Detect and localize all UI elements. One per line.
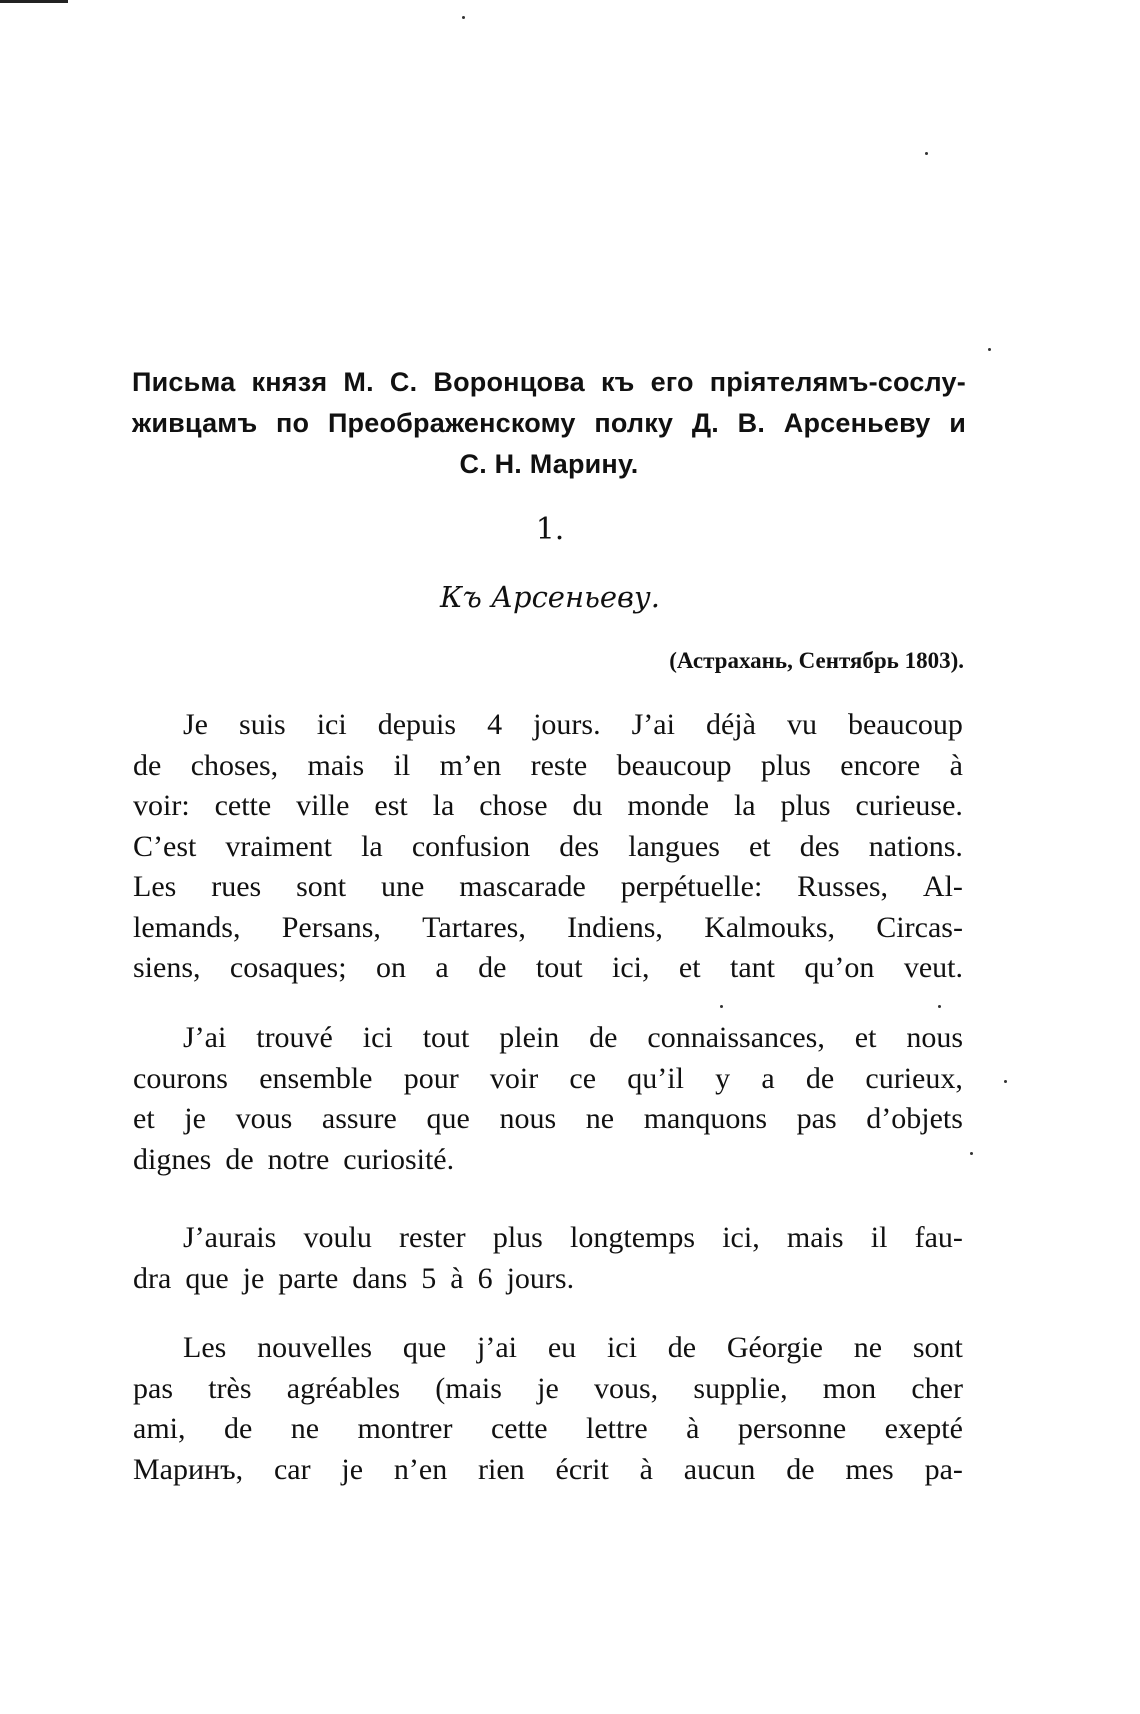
word: nouvelles — [257, 1331, 373, 1364]
print-speck — [938, 1005, 941, 1008]
word: depuis — [377, 708, 457, 741]
word: encore — [840, 748, 921, 782]
text-line — [133, 1099, 963, 1140]
paragraph — [133, 1328, 963, 1490]
word: cette — [490, 1412, 548, 1445]
word: ne — [853, 1331, 883, 1364]
word: Les — [133, 870, 177, 903]
word: fau- — [914, 1221, 963, 1254]
print-speck — [720, 1005, 723, 1008]
word: mon — [822, 1371, 877, 1405]
word: parte — [278, 1261, 339, 1295]
word: curieux, — [865, 1061, 963, 1095]
word: langues — [628, 829, 720, 863]
word: jours. — [533, 708, 601, 741]
word: dra — [133, 1261, 172, 1295]
word: vu — [786, 708, 817, 741]
word: vous — [235, 1102, 293, 1135]
print-speck — [970, 1152, 973, 1155]
word: à — [949, 748, 963, 782]
word: ici — [606, 1331, 637, 1364]
word: est — [374, 789, 408, 822]
text-line — [133, 1140, 963, 1181]
word: des — [559, 829, 600, 863]
heading-line — [132, 403, 966, 444]
word: voulu — [303, 1221, 372, 1254]
word: ici, — [612, 951, 650, 984]
word: plus — [492, 1221, 543, 1254]
print-speck — [925, 152, 928, 155]
word: J’ai — [183, 1021, 227, 1054]
word: qu’on — [804, 951, 875, 984]
heading-word: Преображенскому — [327, 408, 576, 438]
word: monde — [627, 789, 710, 822]
word: de — [223, 1412, 253, 1445]
word: exepté — [884, 1412, 963, 1445]
word: Circas- — [876, 910, 963, 944]
word: pa- — [924, 1452, 963, 1486]
text-line — [133, 948, 963, 989]
word: ami, — [133, 1412, 186, 1445]
word: rester — [399, 1221, 466, 1254]
paragraph — [133, 1218, 963, 1299]
heading-line — [132, 444, 966, 485]
text-line — [133, 1450, 963, 1491]
word: Маринъ, — [133, 1452, 244, 1486]
word: J’ai — [631, 708, 675, 741]
word: de — [133, 748, 162, 782]
text-line — [133, 1369, 963, 1410]
word: du — [572, 789, 603, 822]
heading-word: Воронцова — [433, 367, 585, 397]
word: Indiens, — [567, 910, 663, 944]
word: aucun — [683, 1452, 756, 1486]
word: une — [381, 870, 425, 903]
word: à — [639, 1452, 653, 1486]
word: courons — [133, 1061, 228, 1095]
word: la — [432, 789, 455, 822]
word: et — [748, 829, 771, 863]
word: cette — [214, 789, 272, 822]
word: nous — [499, 1102, 557, 1135]
text-line — [133, 786, 963, 827]
word: suis — [239, 708, 286, 741]
print-speck — [1004, 1080, 1007, 1083]
word: et — [133, 1102, 155, 1135]
text-line — [133, 827, 963, 868]
word: m’en — [439, 748, 502, 782]
heading-word: Арсеньеву — [783, 408, 931, 438]
word: chose — [479, 789, 548, 822]
word: sont — [912, 1331, 963, 1364]
word: J’aurais — [183, 1221, 277, 1254]
word: et — [678, 951, 701, 984]
word: notre — [267, 1142, 330, 1176]
word: montrer — [357, 1412, 453, 1445]
word: nations. — [868, 829, 963, 863]
word: cosaques; — [229, 951, 347, 984]
text-line — [133, 1259, 963, 1300]
word: manquons — [643, 1102, 768, 1135]
word: de — [225, 1142, 254, 1176]
word: Tartares, — [422, 910, 526, 944]
word: 6 — [477, 1261, 493, 1295]
word: j’ai — [477, 1331, 518, 1364]
word: la — [733, 789, 756, 822]
word: tout — [535, 951, 583, 984]
text-line — [133, 705, 963, 746]
word: eu — [547, 1331, 577, 1364]
word: trouvé — [256, 1021, 333, 1054]
word: C’est — [133, 829, 197, 863]
word: veut. — [903, 951, 963, 984]
word: longtemps — [570, 1221, 696, 1254]
word: tant — [730, 951, 775, 984]
word: de — [589, 1021, 618, 1054]
word: que — [426, 1102, 470, 1135]
word: ensemble — [259, 1061, 373, 1095]
word: plein — [499, 1021, 560, 1054]
word: beaucoup — [616, 748, 732, 782]
heading-word: къ — [600, 367, 635, 397]
word: a — [761, 1061, 775, 1095]
word: à — [686, 1412, 700, 1445]
word: de — [478, 951, 507, 984]
text-line — [133, 1018, 963, 1059]
word: ici, — [722, 1221, 760, 1254]
word: sont — [296, 870, 347, 903]
word: plus — [760, 748, 811, 782]
word: ici — [362, 1021, 393, 1054]
word: que — [185, 1261, 229, 1295]
word: supplie, — [693, 1371, 788, 1405]
word: ville — [296, 789, 350, 822]
word: reste — [530, 748, 588, 782]
text-line — [133, 1059, 963, 1100]
paragraph — [133, 1018, 963, 1180]
heading-word: и — [949, 408, 966, 438]
word: (mais — [435, 1371, 502, 1405]
word: à — [450, 1261, 464, 1295]
word: de — [786, 1452, 815, 1486]
word: jours. — [506, 1261, 575, 1295]
word: plus — [780, 789, 831, 822]
word: qu’il — [627, 1061, 684, 1095]
word: 4 — [487, 708, 503, 741]
heading-word: князя — [251, 367, 328, 397]
word: il — [870, 1221, 888, 1254]
chapter-heading — [132, 362, 966, 485]
word: dans — [352, 1261, 408, 1295]
word: je — [537, 1371, 559, 1405]
word: dignes — [133, 1142, 212, 1176]
word: mes — [845, 1452, 894, 1486]
word: mais — [307, 748, 365, 782]
word: agréables — [286, 1371, 401, 1405]
word: ici — [316, 708, 347, 741]
print-speck — [462, 16, 465, 19]
word: de — [805, 1061, 835, 1095]
word: je — [341, 1452, 364, 1486]
word: ne — [585, 1102, 615, 1135]
word: pas — [796, 1102, 837, 1135]
word: confusion — [411, 829, 531, 863]
word: Persans, — [281, 910, 381, 944]
word: je — [184, 1102, 206, 1135]
word: Al- — [922, 870, 963, 903]
word: Russes, — [797, 870, 889, 903]
word: on — [375, 951, 406, 984]
heading-word: С. Н. Марину. — [459, 449, 639, 479]
word: Les — [183, 1331, 227, 1364]
heading-word: В. — [737, 408, 766, 438]
word: vraiment — [225, 829, 333, 863]
heading-word: пріятелямъ-сослу- — [709, 367, 966, 397]
word: nous — [906, 1021, 963, 1054]
word: a — [435, 951, 449, 984]
word: il — [393, 748, 411, 782]
text-line — [133, 746, 963, 787]
word: n’en — [393, 1452, 448, 1486]
text-line — [133, 1218, 963, 1259]
word: cher — [911, 1371, 963, 1405]
word: tout — [422, 1021, 470, 1054]
word: d’objets — [866, 1102, 963, 1135]
letter-place-date: (Астрахань, Сентябрь 1803). — [669, 648, 964, 673]
word: curiosité. — [343, 1142, 455, 1176]
word: y — [715, 1061, 731, 1095]
word: Kalmouks, — [704, 910, 836, 944]
word: ce — [569, 1061, 597, 1095]
word: je — [242, 1261, 265, 1295]
heading-word: Д. — [691, 408, 719, 438]
word: Géorgie — [726, 1331, 823, 1364]
word: siens, — [133, 951, 201, 984]
word: beaucoup — [847, 708, 963, 741]
word: que — [402, 1331, 447, 1364]
word: la — [361, 829, 383, 863]
word: choses, — [190, 748, 279, 782]
word: déjà — [705, 708, 756, 741]
paragraph — [133, 705, 963, 989]
heading-word: его — [650, 367, 694, 397]
word: personne — [737, 1412, 847, 1445]
heading-word: Письма — [132, 367, 236, 397]
print-speck — [988, 348, 991, 351]
word: perpétuelle: — [620, 870, 763, 903]
word: curieuse. — [855, 789, 963, 822]
word: 5 — [421, 1261, 437, 1295]
word: assure — [321, 1102, 397, 1135]
page-edge-rule — [0, 0, 68, 3]
word: mais — [786, 1221, 844, 1254]
word: mascarade — [459, 870, 586, 903]
word: car — [273, 1452, 311, 1486]
word: lettre — [586, 1412, 648, 1445]
text-line — [133, 1328, 963, 1369]
word: rues — [211, 870, 262, 903]
word: voir — [489, 1061, 539, 1095]
word: et — [854, 1021, 877, 1054]
word: pour — [403, 1061, 459, 1095]
text-line — [133, 867, 963, 908]
letter-number: 1. — [535, 512, 565, 547]
text-line — [133, 1409, 963, 1450]
word: ne — [290, 1412, 320, 1445]
heading-line — [132, 362, 966, 403]
heading-word: живцамъ — [132, 408, 258, 438]
heading-word: С. — [389, 367, 418, 397]
heading-word: М. — [343, 367, 374, 397]
letter-recipient: Къ Арсеньеву. — [440, 580, 660, 614]
text-line — [133, 908, 963, 949]
word: rien — [478, 1452, 525, 1486]
word: vous, — [594, 1371, 659, 1405]
word: écrit — [555, 1452, 609, 1486]
word: connaissances, — [647, 1021, 825, 1054]
word: très — [208, 1371, 252, 1405]
word: de — [667, 1331, 697, 1364]
word: des — [799, 829, 840, 863]
heading-word: по — [276, 408, 310, 438]
word: voir: — [133, 789, 190, 822]
word: pas — [133, 1371, 173, 1405]
word: lemands, — [133, 910, 241, 944]
heading-word: полку — [594, 408, 674, 438]
word: Je — [183, 708, 208, 741]
